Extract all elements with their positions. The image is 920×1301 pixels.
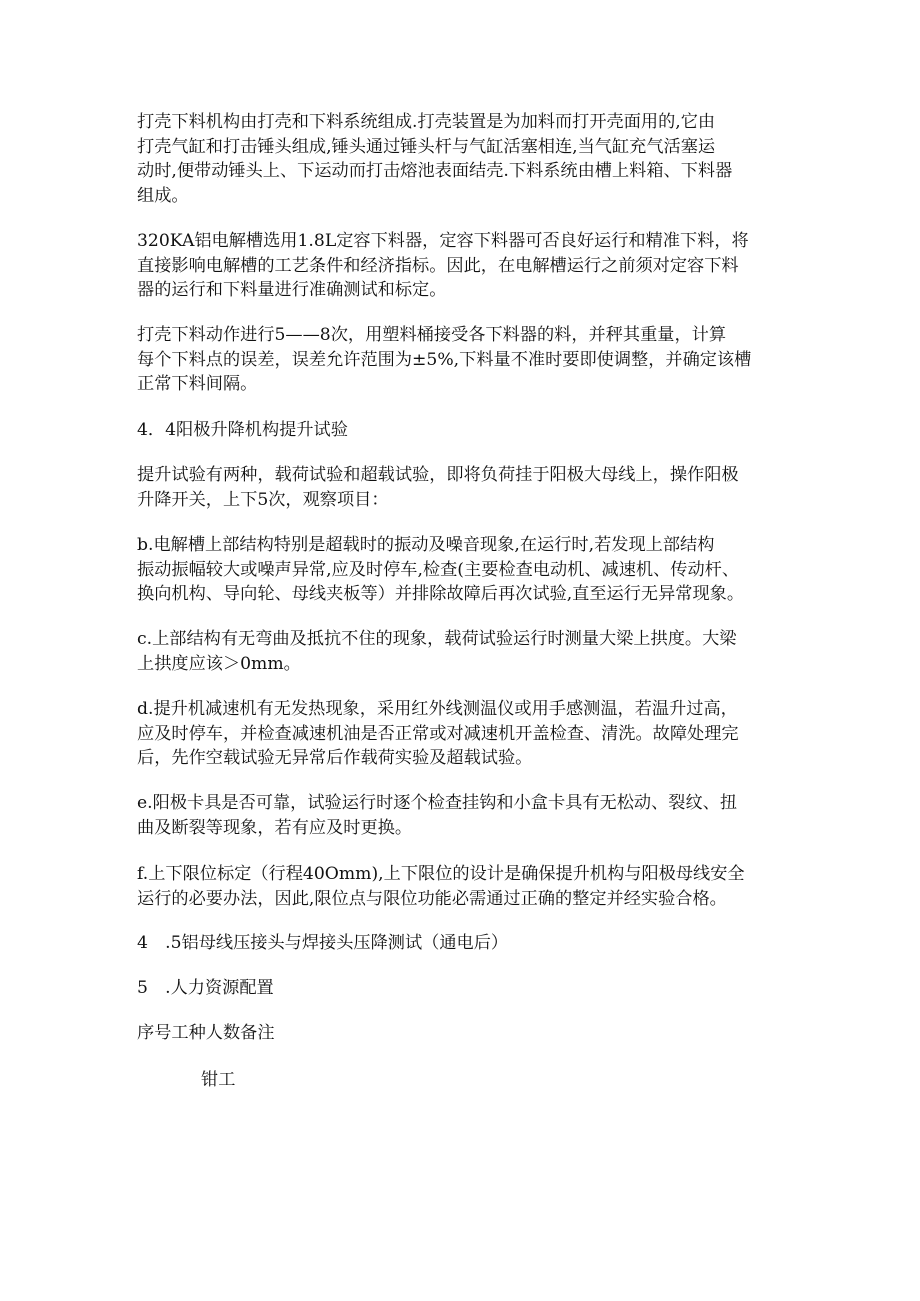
- list-item-e: [137, 791, 797, 840]
- text-line: 提升试验有两种，载荷试验和超载试验，即将负荷挂于阳极大母线上，操作阳极: [137, 465, 739, 485]
- text-line: f.上下限位标定（行程40Omm),上下限位的设计是确保提升机构与阳极母线安全: [137, 864, 745, 884]
- heading-line: 4 .5铝母线压接头与焊接头压降测试（通电后）: [137, 933, 509, 953]
- text-line: 升降开关，上下5次，观察项目：: [137, 489, 389, 510]
- section-heading-4-4: [137, 418, 797, 443]
- text-line: 振动振幅较大或噪声异常,应及时停车,检查(主要检查电动机、减速机、传动杆、: [137, 559, 740, 580]
- text-line: e.阳极卡具是否可靠，试验运行时逐个检查挂钩和小盒卡具有无松动、裂纹、扭: [137, 793, 738, 813]
- text-line: 打壳下料动作进行5——8次，用塑料桶接受各下料器的料，并秤其重量，计算: [137, 325, 727, 345]
- text-line: 正常下料间隔。: [137, 374, 258, 394]
- text-line: 组成。: [137, 185, 189, 206]
- text-line: 后，先作空载试验无异常后作载荷实验及超载试验。: [137, 748, 533, 768]
- list-item-d: [137, 697, 797, 771]
- section-heading-4-5: [137, 931, 797, 956]
- list-item-c: [137, 627, 797, 676]
- table-header-row: [137, 1021, 797, 1046]
- table-header-text: 序号工种人数备注: [137, 1023, 275, 1043]
- text-line: 上拱度应该＞0mm。: [137, 653, 301, 674]
- text-line: 器的运行和下料量进行准确测试和标定。: [137, 280, 447, 300]
- text-line: 运行的必要办法，因此,限位点与限位功能必需通过正确的整定并经实验合格。: [137, 888, 727, 909]
- text-line: 曲及断裂等现象，若有应及时更换。: [137, 817, 413, 838]
- list-item-f: [137, 862, 797, 911]
- text-line: c.上部结构有无弯曲及抵抗不住的现象，载荷试验运行时测量大梁上拱度。大梁: [137, 629, 737, 649]
- text-line: b.电解槽上部结构特别是超载时的振动及噪音现象,在运行时,若发现上部结构: [137, 535, 715, 555]
- text-line: 换向机构、导向轮、母线夹板等）并排除故障后再次试验,直至运行无异常现象。: [137, 584, 745, 604]
- heading-line: 4．4阳极升降机构提升试验: [137, 420, 348, 440]
- list-item-b: [137, 533, 797, 607]
- paragraph-lift-test-intro: [137, 463, 797, 512]
- paragraph-hammer-feeder: [137, 110, 797, 208]
- text-line: 应及时停车，并检查减速机油是否正常或对减速机开盖检查、清洗。故障处理完: [137, 723, 739, 744]
- table-cell-text: 钳工: [201, 1070, 236, 1090]
- text-line: 打壳下料机构由打壳和下料系统组成.打壳装置是为加料而打开壳面用的,它由: [137, 112, 716, 132]
- heading-line: 5 .人力资源配置: [137, 978, 274, 998]
- text-line: 直接影响电解槽的工艺条件和经济指标。因此，在电解槽运行之前须对定容下料: [137, 255, 739, 276]
- text-line: d.提升机减速机有无发热现象，采用红外线测温仪或用手感测温，若温升过高，: [137, 699, 738, 719]
- table-cell-trade: [201, 1068, 861, 1093]
- paragraph-feeding-test: [137, 323, 797, 397]
- text-line: 动时,便带动锤头上、下运动而打击熔池表面结壳.下料系统由槽上料箱、下料器: [137, 161, 733, 181]
- text-line: 打壳气缸和打击锤头组成,锤头通过锤头杆与气缸活塞相连,当气缸充气活塞运: [137, 136, 716, 157]
- text-line: 每个下料点的误差，误差允许范围为±5%,下料量不准时要即使调整，并确定该槽: [137, 349, 752, 370]
- text-line: 320KA铝电解槽选用1.8L定容下料器，定容下料器可否良好运行和精准下料，将: [137, 231, 749, 251]
- paragraph-feeder-calibration: [137, 229, 797, 303]
- section-heading-5: [137, 976, 797, 1001]
